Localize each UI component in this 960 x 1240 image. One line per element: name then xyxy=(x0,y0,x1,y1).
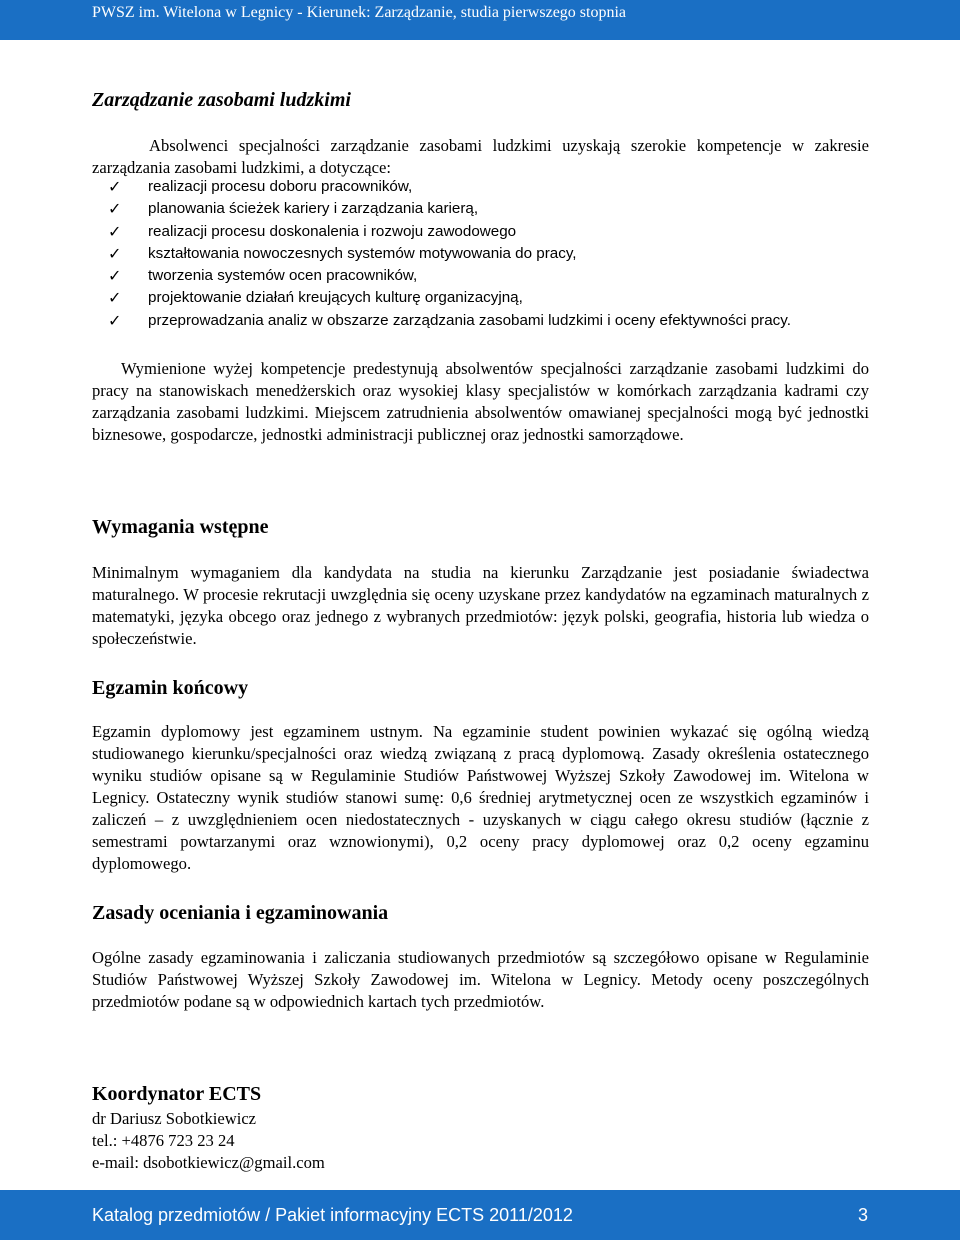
coordinator-phone: tel.: +4876 723 23 24 xyxy=(92,1131,235,1150)
checkmark-icon: ✓ xyxy=(108,310,122,330)
checkmark-icon: ✓ xyxy=(108,288,122,308)
hr-intro: Absolwenci specjalności zarządzanie zasobami ludzkimi uzyskają szerokie kompetencje w zakresie zarządzania zasobami ludzkimi, a dotyczące: xyxy=(92,136,869,177)
competence-list xyxy=(92,176,869,332)
page-footer xyxy=(0,1190,960,1240)
list-item: ✓ tworzenia systemów ocen pracowników, xyxy=(92,265,869,287)
checkmark-icon: ✓ xyxy=(108,177,122,196)
list-item: ✓ projektowanie działań kreujących kulturę organizacyjną, xyxy=(92,287,869,309)
list-item: ✓ realizacji procesu doboru pracowników, xyxy=(92,176,869,198)
page-header xyxy=(0,0,960,40)
checkmark-icon: ✓ xyxy=(108,243,122,263)
exam-text: Egzamin dyplomowy jest egzaminem ustnym. Na egzaminie student powinien wykazać się ogólną wiedzą studiowanego kierunku/specjalności oraz wiedzą związaną z pracą dyplomową. Zasady określenia ostatecznego wyniku studiów opisane są w Regulaminie Studiów Państwowej Wyższej Szkoły Zawodowej im. Witelona w Legnicy. Ostateczny wynik studiów stanowi sumę: 0,6 średniej arytmetycznej ocen ze wszystkich egzaminów i zaliczeń – z uwzględnieniem ocen niedostatecznych - uzyskanych w ciągu całego okresu studiów (łącznie z semestrami powtarzanymi oraz wznowionymi), 0,2 oceny pracy dyplomowej oraz 0,2 oceny egzaminu dyplomowego. xyxy=(92,722,869,873)
section-title-grading: Zasady oceniania i egzaminowania xyxy=(92,902,389,924)
checkmark-icon: ✓ xyxy=(108,221,122,241)
footer-text: Katalog przedmiotów / Pakiet informacyjny ECTS 2011/2012 xyxy=(92,1205,573,1225)
requirements-text: Minimalnym wymaganiem dla kandydata na studia na kierunku Zarządzanie jest posiadanie świadectwa maturalnego. W procesie rekrutacji uwzględnia się oceny uzyskane przez kandydatów na egzaminach maturalnych z matematyki, języka obcego oraz jednego z wybranych przedmiotów: język polski, geografia, historia lub wiedza o społeczeństwie. xyxy=(92,563,869,648)
checkmark-icon: ✓ xyxy=(108,266,122,286)
coordinator-email: e-mail: dsobotkiewicz@gmail.com xyxy=(92,1153,325,1172)
list-item: ✓ realizacji procesu doskonalenia i rozwoju zawodowego xyxy=(92,221,869,243)
hr-closing: Wymienione wyżej kompetencje predestynują absolwentów specjalności zarządzanie zasobami ludzkimi do pracy na stanowiskach menedżerskich oraz wysokiej klasy specjalistów w komórkach zarządzania kadrami czy zarządzania zasobami ludzkimi. Miejscem zatrudnienia absolwentów omawianej specjalności mogą być jednostki biznesowe, gospodarcze, jednostki administracji publicznej oraz jednostki samorządowe. xyxy=(92,359,869,444)
section-title-requirements: Wymagania wstępne xyxy=(92,516,269,538)
list-item: ✓ przeprowadzania analiz w obszarze zarządzania zasobami ludzkimi i oceny efektywności pracy. xyxy=(92,310,869,332)
header-title: PWSZ im. Witelona w Legnicy - Kierunek: Zarządzanie, studia pierwszego stopnia xyxy=(92,4,627,21)
coordinator-title: Koordynator ECTS xyxy=(92,1083,262,1105)
grading-text: Ogólne zasady egzaminowania i zaliczania studiowanych przedmiotów są szczegółowo opisane w Regulaminie Studiów Państwowej Wyższej Szkoły Zawodowej im. Witelona w Legnicy. Metody oceny poszczególnych przedmiotów podane są w odpowiednich kartach tych przedmiotów. xyxy=(92,948,869,1011)
section-title-exam: Egzamin końcowy xyxy=(92,677,249,699)
checkmark-icon: ✓ xyxy=(108,199,122,219)
list-item: ✓ planowania ścieżek kariery i zarządzania karierą, xyxy=(92,198,869,220)
coordinator-name: dr Dariusz Sobotkiewicz xyxy=(92,1109,257,1128)
section-title-hr: Zarządzanie zasobami ludzkimi xyxy=(92,89,351,111)
page-number: 3 xyxy=(858,1205,869,1225)
list-item: ✓ kształtowania nowoczesnych systemów motywowania do pracy, xyxy=(92,243,869,265)
